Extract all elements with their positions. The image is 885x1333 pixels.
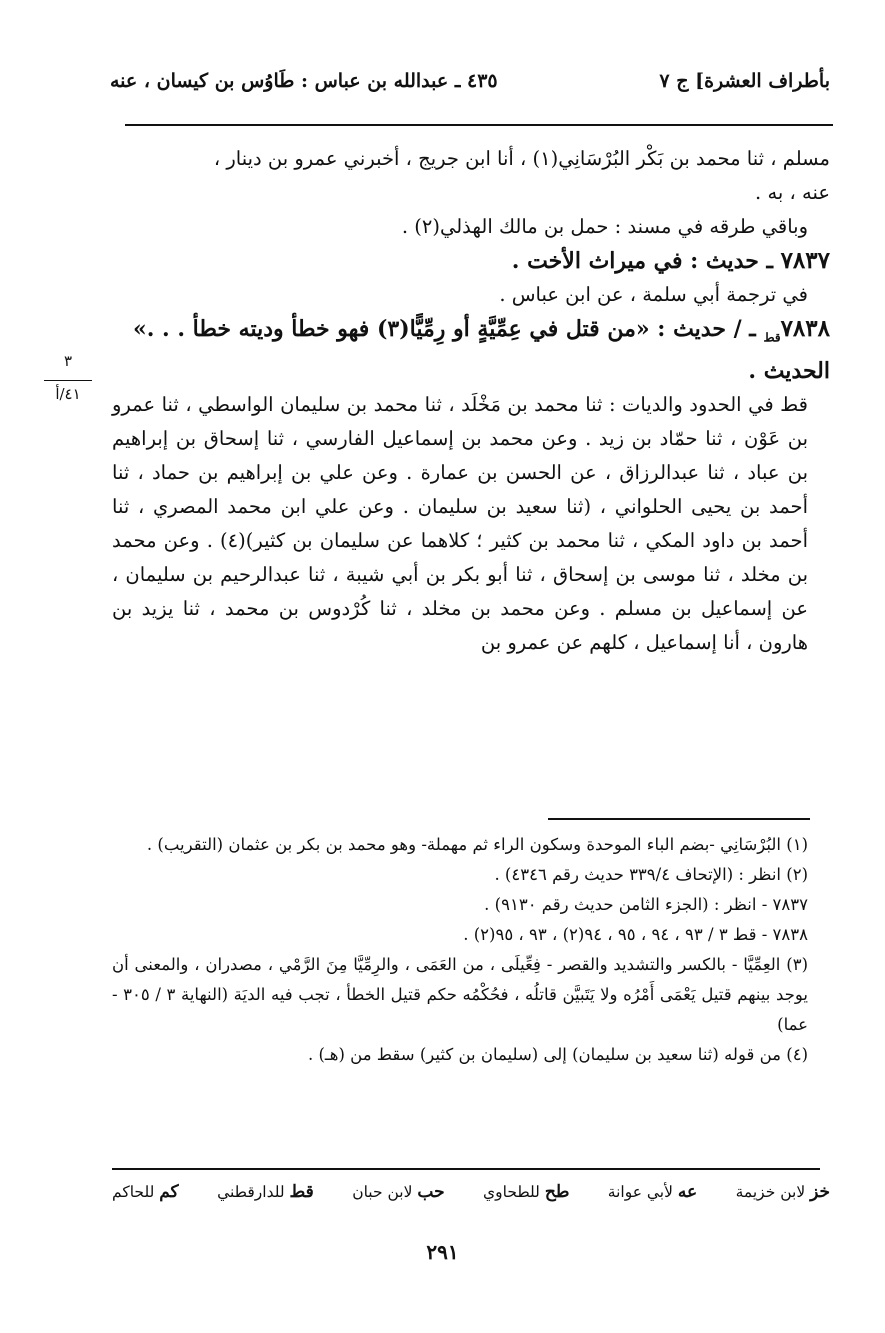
hadith-number: ٧٨٣٨ — [780, 315, 830, 342]
hadith-title-text: ـ / حديث : «من قتل في عِمِّيَّةٍ أو رِمِّيًّا(٣) فهو خطأ وديته خطأ . . .» — [132, 316, 756, 342]
running-header — [110, 70, 830, 92]
hadith-number: ٧٨٣٧ — [780, 247, 830, 274]
abbreviations-rule — [112, 1168, 820, 1170]
footnotes — [112, 830, 830, 1070]
footnote-rule — [548, 818, 810, 820]
isnad-paragraph: قط في الحدود والديات : ثنا محمد بن مَخْلَد ، ثنا محمد بن سليمان الواسطي ، ثنا عمرو بن عَوْن ، ثنا حمّاد بن زيد . وعن محمد بن إسماعيل الفارسي ، ثنا إسحاق بن إبراهيم بن عباد ، ثنا عبدالرزاق ، عن الحسن بن عمارة . وعن علي بن إبراهيم بن حماد ، ثنا أحمد بن يحيى الحلواني ، (ثنا سعيد بن سليمان . وعن علي ابن محمد المصري ، ثنا أحمد بن داود المكي ، ثنا محمد بن كثير ؛ كلاهما عن سليمان بن كثير)(٤) . وعن محمد بن مخلد ، ثنا موسى بن إسحاق ، ثنا أبو بكر بن أبي شيبة ، ثنا عبدالرحيم بن سليمان ، عن إسماعيل بن مسلم . وعن محمد بن مخلد ، ثنا كُرْدوس بن محمد ، ثنا يزيد بن هارون ، أنا إسماعيل ، كلهم عن عمرو بن — [112, 393, 808, 655]
header-section: ٤٣٥ ـ عبدالله بن عباس : طَاوُس بن كيسان ، عنه — [110, 70, 498, 92]
abbreviation-item: قط للدارقطني — [217, 1182, 314, 1202]
abbreviation-item: كم للحاكم — [112, 1182, 179, 1202]
hadith-title-text: ـ حديث : في ميراث الأخت . — [511, 248, 773, 274]
margin-note — [40, 352, 96, 403]
abbreviation-item: حب لابن حبان — [352, 1182, 445, 1202]
main-text — [112, 142, 830, 660]
hadith-source-code: قط — [763, 330, 781, 345]
text-line: في ترجمة أبي سلمة ، عن ابن عباس . — [499, 283, 808, 306]
hadith-heading-7838 — [112, 312, 830, 354]
footnote: (٤) من قوله (ثنا سعيد بن سليمان) إلى (سليمان بن كثير) سقط من (هـ) . — [307, 1045, 808, 1064]
margin-note-bottom: ٤١/أ — [55, 385, 81, 403]
text-line: الحديث . — [748, 358, 830, 385]
abbreviation-item: عه لأبي عوانة — [607, 1182, 698, 1202]
footnote: (٢) انظر : (الإتحاف ٣٣٩/٤ حديث رقم ٤٣٤٦) . — [494, 865, 808, 884]
header-rule — [125, 124, 833, 126]
text-line: وباقي طرقه في مسند : حمل بن مالك الهذلي(٢) . — [401, 215, 808, 238]
abbreviation-item: خز لابن خزيمة — [735, 1182, 830, 1202]
abbreviations-key — [112, 1182, 830, 1202]
abbreviation-item: طح للطحاوي — [482, 1182, 570, 1202]
footnote: (٣) العِمِّيَّا - بالكسر والتشديد والقصر - فِعِّيلَى ، من العَمَى ، والرِمِّيَّا مِنَ الرَّمْي ، مصدران ، والمعنى أن يوجد بينهم قتيل يَعْمَى أَمْرُه ولا يَتَبيَّن قاتلُه ، فحُكْمُه حكم قتيل الخطأ ، تجب فيه الديَة (النهاية ٣ / ٣٠٥ - عما) — [112, 955, 808, 1034]
footnote: (١) البُرْسَانِي -بضم الباء الموحدة وسكون الراء ثم مهملة- وهو محمد بن بكر بن عثمان (التقريب) . — [146, 835, 808, 854]
text-line: مسلم ، ثنا محمد بن بَكْر البُرْسَانِي(١) ، أنا ابن جريج ، أخبرني عمرو بن دينار ، — [213, 147, 830, 170]
margin-note-divider — [44, 380, 92, 381]
text-line: عنه ، به . — [755, 181, 830, 204]
page-number: ٢٩١ — [426, 1240, 459, 1264]
footnote: ٧٨٣٨ - قط ٣ / ٩٣ ، ٩٤ ، ٩٥ ، ٩٤(٢) ، ٩٣ ، ٩٥(٢) . — [463, 925, 808, 944]
footnote: ٧٨٣٧ - انظر : (الجزء الثامن حديث رقم ٩١٣٠) . — [484, 895, 808, 914]
header-book-title: بأطراف العشرة] ج ٧ — [659, 70, 830, 92]
margin-note-top: ٣ — [63, 352, 73, 370]
hadith-heading-7837 — [112, 244, 830, 278]
